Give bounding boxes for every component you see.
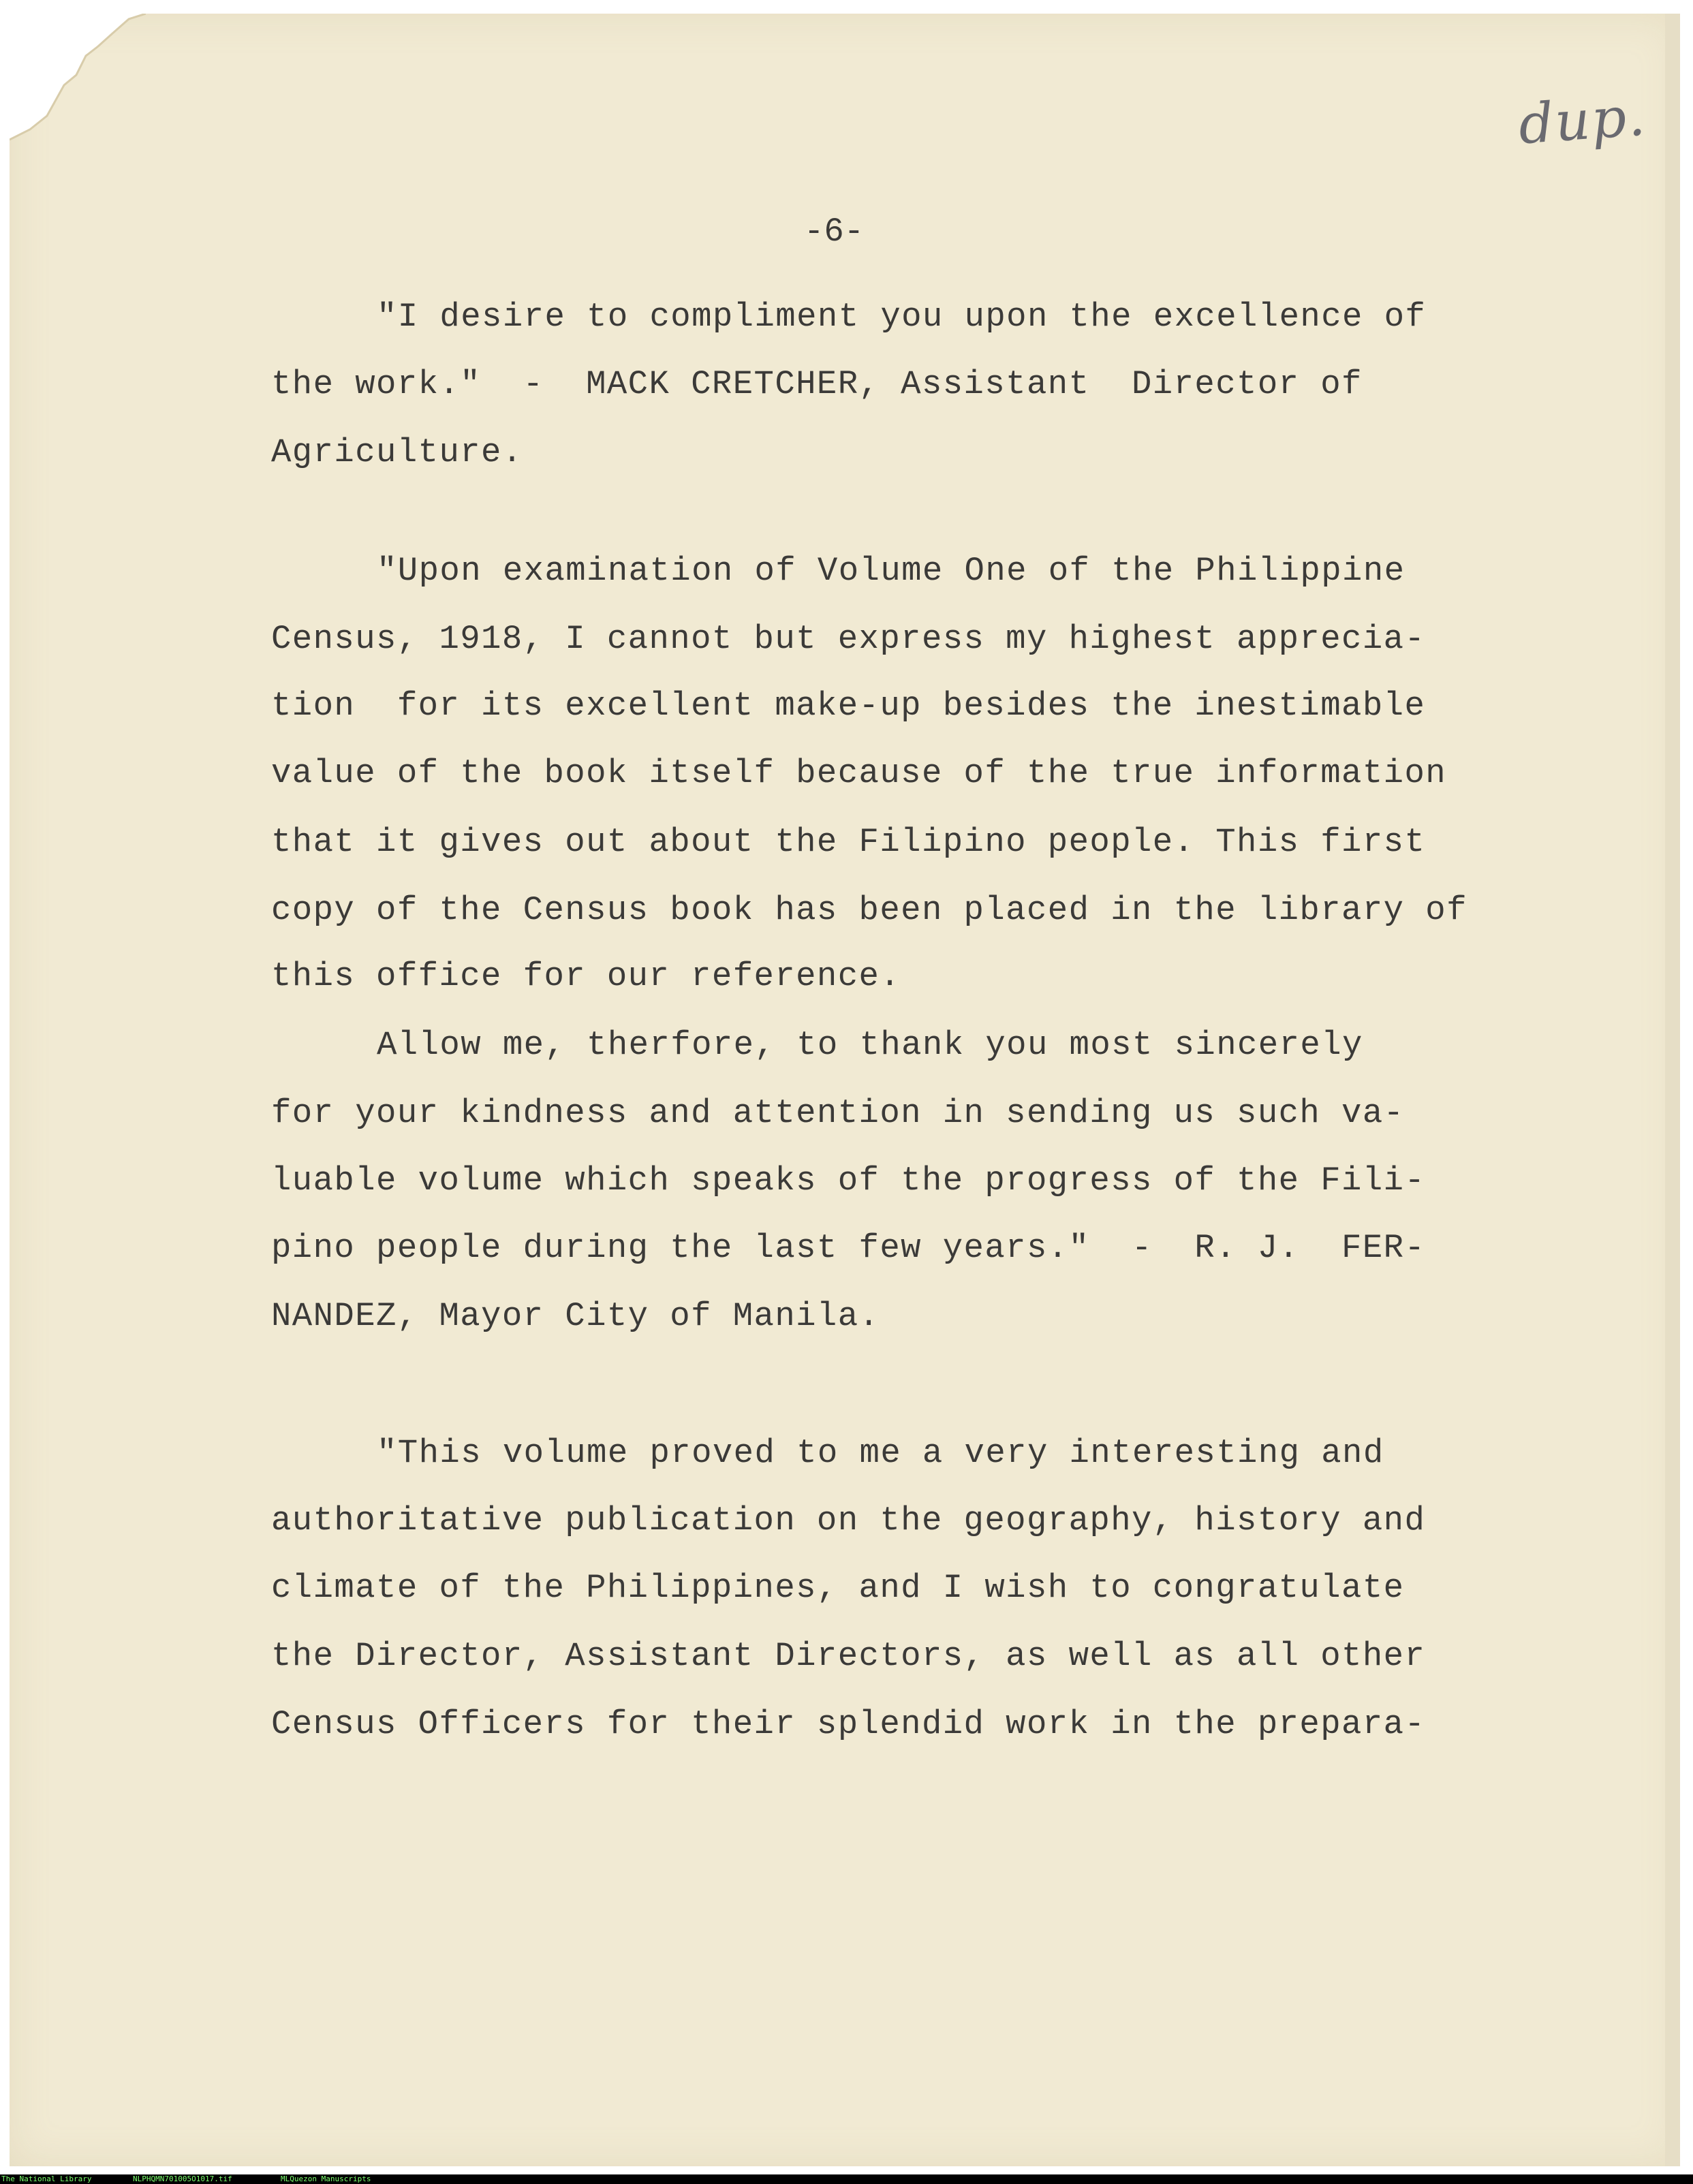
text-line: this office for our reference. <box>271 957 901 995</box>
scan-footer <box>0 2174 1693 2184</box>
footer-file: NLPHQMN701005O1017.tif <box>133 2174 232 2183</box>
text-line: value of the book itself because of the true information <box>271 754 1447 792</box>
text-line: the Director, Assistant Directors, as well as all other <box>271 1637 1426 1675</box>
text-line: authoritative publication on the geography, history and <box>271 1501 1426 1540</box>
text-line: climate of the Philippines, and I wish to congratulate <box>271 1569 1405 1607</box>
text-line: NANDEZ, Mayor City of Manila. <box>271 1297 880 1335</box>
paper-sheet <box>10 14 1680 2166</box>
text-line: Census, 1918, I cannot but express my highest apprecia- <box>271 620 1426 658</box>
text-line: that it gives out about the Filipino people. This first <box>271 823 1426 861</box>
text-line: Allow me, therfore, to thank you most sincerely <box>377 1026 1363 1064</box>
text-line: the work." - MACK CRETCHER, Assistant Director of <box>271 365 1363 403</box>
text-line: Agriculture. <box>271 433 523 471</box>
text-line: for your kindness and attention in sending us such va- <box>271 1094 1405 1132</box>
paper-edge <box>1665 14 1680 2166</box>
torn-corner <box>10 14 146 143</box>
handwritten-annotation: dup. <box>1516 84 1649 157</box>
text-line: tion for its excellent make-up besides the inestimable <box>271 687 1426 725</box>
footer-collection: MLQuezon Manuscripts <box>281 2174 371 2183</box>
text-line: luable volume which speaks of the progress of the Fili- <box>271 1161 1426 1200</box>
page-number: -6- <box>804 213 865 251</box>
text-line: pino people during the last few years." - R. J. FER- <box>271 1229 1426 1267</box>
footer-library: The National Library <box>1 2174 92 2183</box>
text-line: "I desire to compliment you upon the excellence of <box>377 298 1427 336</box>
text-line: Census Officers for their splendid work in the prepara- <box>271 1705 1426 1743</box>
text-line: "This volume proved to me a very interesting and <box>377 1434 1384 1472</box>
text-line: copy of the Census book has been placed in the library of <box>271 891 1467 929</box>
text-line: "Upon examination of Volume One of the Philippine <box>377 552 1405 590</box>
